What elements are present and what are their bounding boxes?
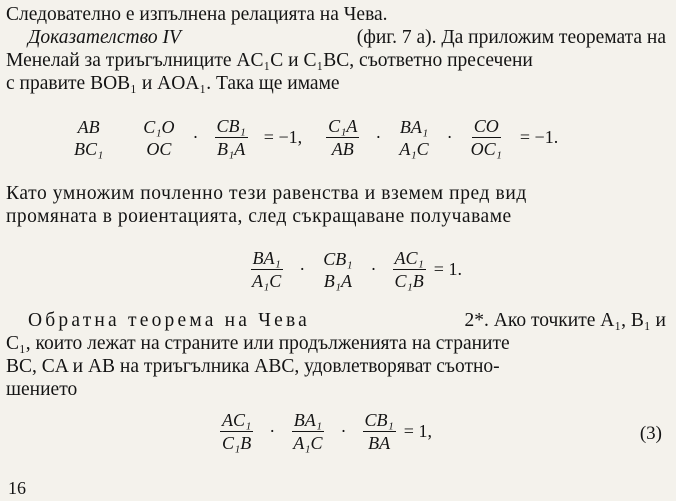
fraction: $\frac{CO}{\text{OC₁}}$ — [470, 116, 502, 159]
text-line-6: промяната в роиентацията, след съкращаване получаваме — [6, 206, 512, 227]
fraction: $\frac{\text{CB₁}}{BA}$ — [364, 410, 394, 453]
page-number: 16 — [8, 478, 26, 498]
multiply-dot: · — [299, 259, 306, 279]
converse-theorem-title: Обратна теорема на Чева — [28, 310, 310, 331]
text-line-2-rest: (фиг. 7 а). Да приложим теоремата на — [356, 27, 666, 48]
multiply-dot: · — [375, 127, 382, 147]
text-line-4: с правите BOB₁ и AOA₁. Така ще имаме — [6, 73, 340, 94]
text-line-9: BC, CA и AB на триъгълника ABC, удовлетворяват съотно- — [6, 356, 500, 377]
fraction: C₁O OC — [143, 116, 175, 159]
multiply-dot: · — [192, 127, 199, 147]
fraction: $\frac{\text{CB₁}}{\text{B₁A}}$ — [216, 116, 246, 159]
ceva-product — [244, 248, 472, 291]
ceva-condition — [214, 410, 442, 453]
text-line-3: Менелай за триъгълниците AC₁C и C₁BC, съответно пресечени — [6, 50, 533, 71]
text-line-7 — [6, 310, 666, 332]
multiply-dot: · — [446, 127, 453, 147]
proof-label: Доказателство IV — [28, 27, 181, 48]
multiply-dot: · — [370, 259, 377, 279]
fraction: $\frac{\text{BA₁}}{\text{A₁C}}$ — [252, 248, 282, 291]
fraction: AB BC₁ — [74, 116, 104, 159]
text-line-8: C₁, които лежат на страните или продълженията на страните — [6, 333, 510, 354]
equals-result: = −1. — [519, 127, 559, 147]
multiply-dot: · — [269, 421, 276, 441]
equals-result: = 1. — [433, 259, 462, 279]
text-line-2 — [6, 27, 666, 49]
fraction: $\frac{\text{BA₁}}{\text{A₁C}}$ — [293, 410, 323, 453]
text-line-10: шението — [6, 379, 78, 400]
text-line-1: Следователно е изпълнена релацията на Чева. — [6, 4, 388, 25]
fraction: $\frac{\text{C₁A}}{AB}$ — [328, 116, 358, 159]
equals-result: = 1, — [403, 421, 432, 441]
fraction: BA₁ A₁C — [399, 116, 429, 159]
fraction: CB₁ B₁A — [323, 248, 353, 291]
text-line-7-rest: 2*. Ако точките A₁, B₁ и — [464, 310, 666, 331]
text-line-5: Като умножим почленно тези равенства и вземем пред вид — [6, 183, 527, 204]
fraction: $\frac{\text{AC₁}}{\text{C₁B}}$ — [222, 410, 252, 453]
fraction: $\frac{\text{AC₁}}{\text{C₁B}}$ — [394, 248, 424, 291]
equation-number: (3) — [639, 423, 662, 444]
multiply-dot: · — [340, 421, 347, 441]
menelaus-equations — [66, 116, 568, 159]
equals-result: = −1, — [263, 127, 303, 147]
